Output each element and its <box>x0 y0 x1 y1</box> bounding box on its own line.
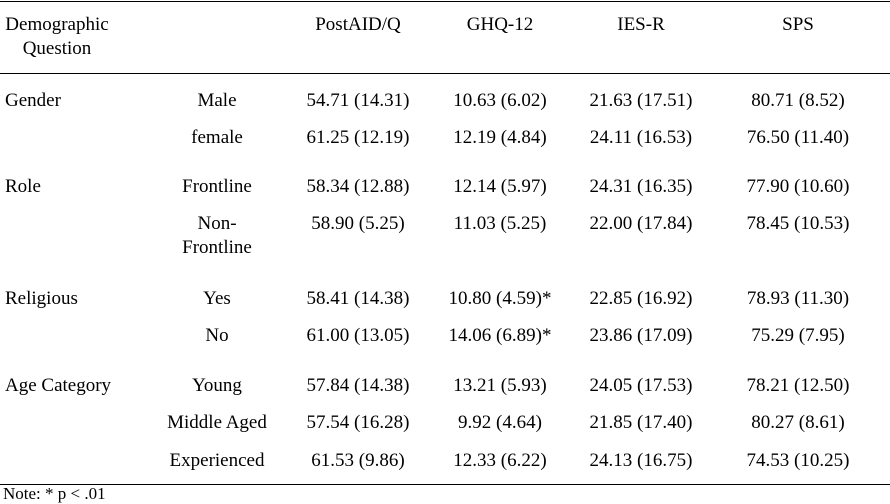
cell-sps: 80.71 (8.52) <box>751 90 845 111</box>
cell-sps: 77.90 (10.60) <box>746 176 850 197</box>
cell-sps: 76.50 (11.40) <box>746 127 850 148</box>
cell-sps: 75.29 (7.95) <box>751 325 845 346</box>
cell-postaid: 61.53 (9.86) <box>311 450 405 471</box>
cell-ies: 22.00 (17.84) <box>589 213 693 234</box>
cell-postaid: 61.00 (13.05) <box>306 325 410 346</box>
group-label-gender: Gender <box>5 90 61 111</box>
cell-ghq: 10.80 (4.59)* <box>448 288 552 309</box>
cell-postaid: 58.34 (12.88) <box>306 176 410 197</box>
cell-ghq: 14.06 (6.89)* <box>448 325 552 346</box>
row-category: Frontline <box>182 176 252 197</box>
cell-ies: 22.85 (16.92) <box>589 288 693 309</box>
cell-postaid: 57.84 (14.38) <box>306 375 410 396</box>
cell-postaid: 57.54 (16.28) <box>306 412 410 433</box>
cell-sps: 74.53 (10.25) <box>746 450 850 471</box>
header-sps: SPS <box>782 14 814 35</box>
table-top-rule <box>0 1 890 2</box>
cell-postaid: 58.90 (5.25) <box>311 213 405 234</box>
cell-ghq: 10.63 (6.02) <box>453 90 547 111</box>
row-category: female <box>191 127 243 148</box>
header-ghq: GHQ-12 <box>466 14 534 35</box>
header-postaid: PostAID/Q <box>315 14 401 35</box>
cell-ies: 24.13 (16.75) <box>589 450 693 471</box>
cell-ies: 23.86 (17.09) <box>589 325 693 346</box>
cell-ies: 24.31 (16.35) <box>589 176 693 197</box>
cell-ghq: 9.92 (4.64) <box>458 412 542 433</box>
row-category: Yes <box>203 288 231 309</box>
row-category: Non-Frontline <box>182 213 252 258</box>
row-category: No <box>205 325 229 346</box>
header-rule <box>0 73 890 74</box>
cell-postaid: 58.41 (14.38) <box>306 288 410 309</box>
cell-sps: 78.93 (11.30) <box>746 288 850 309</box>
header-iesr: IES-R <box>617 14 665 35</box>
row-category: Experienced <box>169 450 265 471</box>
cell-ies: 24.11 (16.53) <box>589 127 693 148</box>
row-category: Middle Aged <box>167 412 267 433</box>
cell-ies: 24.05 (17.53) <box>589 375 693 396</box>
group-label-religious: Religious <box>5 288 78 309</box>
cell-ghq: 12.14 (5.97) <box>453 176 547 197</box>
group-label-role: Role <box>5 176 41 197</box>
header-demographic: Demographic Question <box>5 14 109 59</box>
cell-ghq: 13.21 (5.93) <box>453 375 547 396</box>
group-label-age-category: Age Category <box>5 375 112 396</box>
cell-ghq: 11.03 (5.25) <box>453 213 547 234</box>
table-bottom-rule <box>0 484 890 485</box>
cell-sps: 80.27 (8.61) <box>751 412 845 433</box>
row-category: Male <box>197 90 237 111</box>
cell-postaid: 61.25 (12.19) <box>306 127 410 148</box>
cell-sps: 78.21 (12.50) <box>746 375 850 396</box>
cell-ies: 21.85 (17.40) <box>589 412 693 433</box>
cell-postaid: 54.71 (14.31) <box>306 90 410 111</box>
cell-ghq: 12.19 (4.84) <box>453 127 547 148</box>
cell-ghq: 12.33 (6.22) <box>453 450 547 471</box>
row-category: Young <box>192 375 242 396</box>
cell-ies: 21.63 (17.51) <box>589 90 693 111</box>
cell-sps: 78.45 (10.53) <box>746 213 850 234</box>
table-footnote: Note: * p < .01 <box>3 484 106 503</box>
